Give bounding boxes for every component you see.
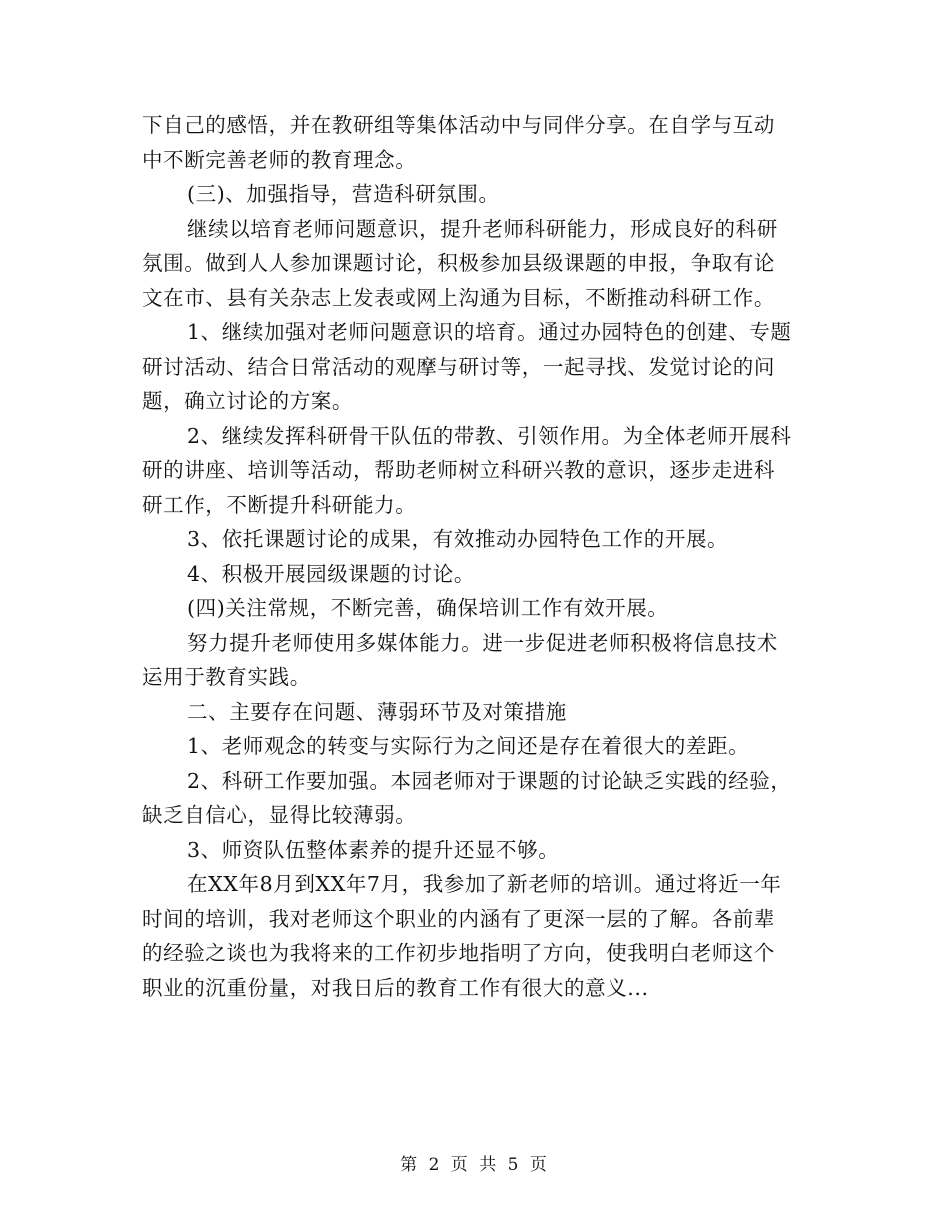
text-line: 2、科研工作要加强。本园老师对于课题的讨论缺乏实践的经验，	[187, 768, 792, 793]
text-line: 在XX年8月到XX年7月，我参加了新老师的培训。通过将近一年	[187, 872, 782, 896]
document-body	[142, 108, 812, 1005]
text-line: 研讨活动、结合日常活动的观摩与研讨等，一起寻找、发觉讨论的问	[142, 354, 775, 379]
text-line: 1、老师观念的转变与实际行为之间还是存在着很大的差距。	[187, 734, 750, 758]
text-line: 3、师资队伍整体素养的提升还显不够。	[187, 837, 560, 862]
text-line: 氛围。做到人人参加课题讨论，积极参加县级课题的申报，争取有论	[142, 251, 775, 275]
text-line: 研工作，不断提升科研能力。	[142, 492, 417, 517]
text-line: 职业的沉重份量，对我日后的教育工作有很大的意义...	[142, 975, 649, 1000]
text-line: 中不断完善老师的教育理念。	[142, 147, 417, 172]
text-line: 下自己的感悟，并在教研组等集体活动中与同伴分享。在自学与互动	[142, 113, 775, 137]
text-line: (三)、加强指导，营造科研氛围。	[187, 182, 500, 206]
text-line: 运用于教育实践。	[142, 665, 311, 689]
text-line: 题，确立讨论的方案。	[142, 389, 353, 413]
text-line: 的经验之谈也为我将来的工作初步地指明了方向，使我明白老师这个	[142, 941, 775, 965]
text-line: 二、主要存在问题、薄弱环节及对策措施	[187, 699, 567, 724]
text-line: 4、积极开展园级课题的讨论。	[187, 561, 475, 586]
text-line: 1、继续加强对老师问题意识的培育。通过办园特色的创建、专题	[187, 320, 792, 344]
page-number-footer: 第 2 页 共 5 页	[400, 1155, 550, 1175]
text-line: 继续以培育老师问题意识，提升老师科研能力，形成良好的科研	[187, 216, 778, 241]
text-line: 时间的培训，我对老师这个职业的内涵有了更深一层的了解。各前辈	[142, 906, 775, 931]
text-line: 研的讲座、培训等活动，帮助老师树立科研兴教的意识，逐步走进科	[142, 458, 775, 482]
text-line: 2、继续发挥科研骨干队伍的带教、引领作用。为全体老师开展科	[187, 423, 792, 448]
text-line: 努力提升老师使用多媒体能力。进一步促进老师积极将信息技术	[187, 630, 778, 655]
text-line: 文在市、县有关杂志上发表或网上沟通为目标，不断推动科研工作。	[142, 285, 775, 310]
text-line: 3、依托课题讨论的成果，有效推动办园特色工作的开展。	[187, 527, 729, 551]
text-line: 缺乏自信心，显得比较薄弱。	[142, 803, 417, 827]
text-line: (四)关注常规，不断完善，确保培训工作有效开展。	[187, 596, 669, 620]
